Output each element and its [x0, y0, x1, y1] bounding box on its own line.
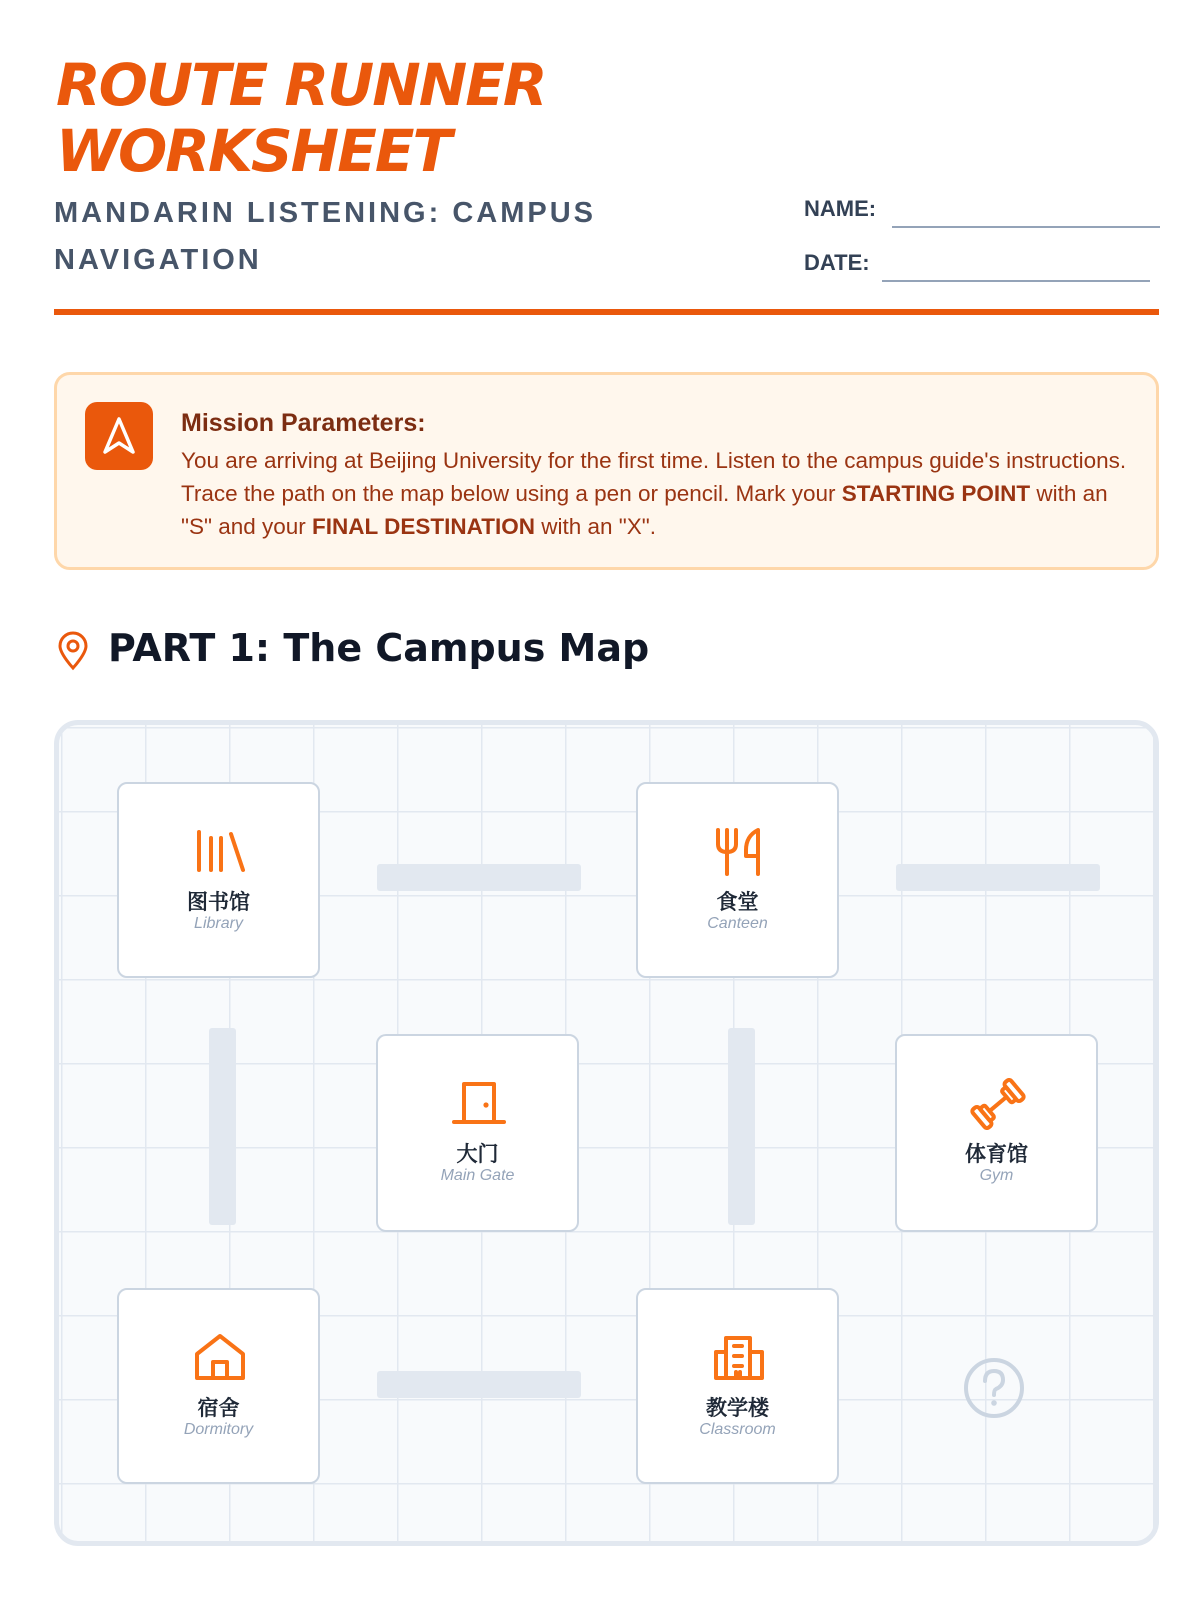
mission-box [54, 372, 1159, 570]
road-library-canteen [377, 864, 581, 891]
mission-instructions [181, 444, 1131, 543]
location-name-cn: 图书馆 [187, 890, 250, 914]
date-field[interactable] [882, 280, 1150, 282]
location-dormitory[interactable] [117, 1288, 320, 1484]
location-name-cn: 体育馆 [965, 1142, 1028, 1166]
road-library-dormitory [209, 1028, 236, 1225]
worksheet-title [56, 52, 676, 184]
part-1-title: PART 1: The Campus Map [108, 626, 650, 670]
location-canteen[interactable] [636, 782, 839, 978]
location-name-cn: 宿舍 [197, 1396, 240, 1420]
location-name-en: Library [194, 915, 243, 932]
library-icon [189, 826, 251, 876]
house-icon [189, 1332, 251, 1382]
location-main-gate[interactable] [376, 1034, 579, 1232]
mission-intro: You are arriving at Beijing University for the first time. Listen to the campus guide's instructions. Trace the path on the map below using a pen or pencil. Mark your [181, 448, 1127, 506]
worksheet-subtitle [54, 190, 674, 284]
location-name-en: Main Gate [440, 1167, 515, 1184]
road-canteen-gym [896, 864, 1100, 891]
road-canteen-classroom [728, 1028, 755, 1225]
location-name-cn: 食堂 [716, 890, 759, 914]
location-name-en: Dormitory [183, 1421, 254, 1438]
final-destination-term: FINAL DESTINATION [312, 514, 535, 539]
utensils-icon [708, 826, 770, 878]
date-label: DATE: [804, 250, 870, 275]
location-name-en: Classroom [699, 1421, 776, 1438]
name-label: NAME: [804, 196, 877, 221]
mission-end: with an "X". [534, 514, 656, 539]
title-line-2: WORKSHEET [56, 117, 451, 185]
map-pin-icon [56, 631, 90, 671]
location-gym[interactable] [895, 1034, 1098, 1232]
title-line-1: ROUTE RUNNER [56, 51, 546, 119]
road-dormitory-classroom [377, 1371, 581, 1398]
starting-point-term: STARTING POINT [841, 481, 1031, 506]
dumbbell-icon [967, 1078, 1029, 1130]
door-icon [448, 1078, 510, 1128]
name-field[interactable] [892, 226, 1160, 228]
subtitle-line-2: NAVIGATION [54, 244, 262, 276]
location-classroom[interactable] [636, 1288, 839, 1484]
subtitle-line-1: MANDARIN LISTENING: CAMPUS [54, 197, 596, 229]
navigation-arrow-icon [101, 416, 137, 456]
navigation-badge [85, 402, 153, 470]
mission-title: Mission Parameters: [181, 409, 426, 437]
header-divider [54, 309, 1159, 315]
location-name-en: Canteen [707, 915, 768, 932]
location-name-cn: 教学楼 [706, 1396, 769, 1420]
location-name-cn: 大门 [456, 1142, 499, 1166]
location-library[interactable] [117, 782, 320, 978]
mission-mid: with an "S" and your [181, 481, 1108, 539]
question-circle-icon[interactable] [962, 1356, 1026, 1420]
campus-map[interactable] [54, 720, 1159, 1546]
building-icon [708, 1332, 770, 1382]
location-name-en: Gym [979, 1167, 1014, 1184]
